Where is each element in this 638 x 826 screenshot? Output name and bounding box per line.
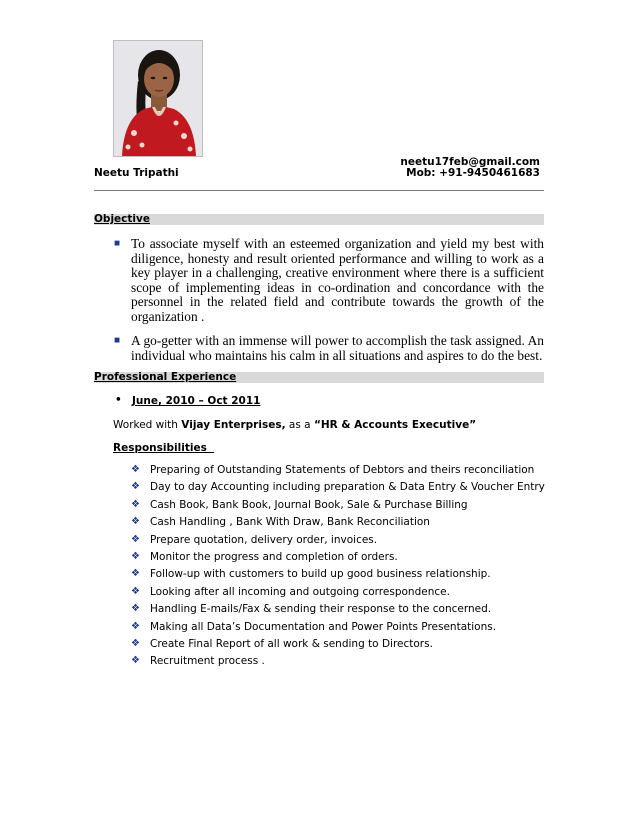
responsibility-text: Monitor the progress and completion of orders.: [150, 550, 398, 563]
list-item: [131, 480, 545, 497]
objective-heading: Objective: [94, 213, 150, 225]
bullet-icon: ■: [114, 335, 121, 346]
diamond-bullet-icon: ❖: [131, 516, 140, 528]
responsibility-text: Follow-up with customers to build up good business relationship.: [150, 568, 491, 581]
list-item: [131, 533, 541, 550]
responsibility-text: Cash Book, Bank Book, Journal Book, Sale & Purchase Billing: [150, 498, 468, 511]
list-item: [131, 567, 541, 584]
employment-period: [115, 394, 261, 407]
objective-item: [113, 334, 544, 363]
worked-prefix: Worked with: [113, 419, 182, 431]
contact-header: [94, 156, 544, 191]
responsibility-text: Cash Handling , Bank With Draw, Bank Reconciliation: [150, 516, 430, 529]
responsibility-text: Prepare quotation, delivery order, invoices.: [150, 533, 378, 546]
list-item: [131, 620, 541, 637]
diamond-bullet-icon: ❖: [131, 464, 140, 475]
objective-item-text: A go-getter with an immense will power to accomplish the task assigned. An individual who maintains his calm in all situations and aspires to do the best.: [131, 333, 544, 363]
diamond-bullet-icon: ❖: [131, 568, 140, 580]
responsibility-text: Create Final Report of all work & sending to Directors.: [150, 637, 433, 650]
diamond-bullet-icon: ❖: [131, 637, 140, 649]
responsibilities-heading: Responsibilities: [113, 442, 215, 454]
mobile-number: Mob: +91-9450461683: [406, 167, 540, 179]
responsibility-text: Preparing of Outstanding Statements of Debtors and theirs reconciliation: [150, 464, 535, 476]
objective-heading-bar: [94, 214, 544, 225]
objective-item: [113, 237, 544, 324]
candidate-name: Neetu Tripathi: [94, 167, 179, 179]
job-role: “HR & Accounts Executive”: [313, 419, 477, 431]
list-item: [131, 637, 541, 654]
diamond-bullet-icon: ❖: [131, 620, 140, 632]
employment-period-text: June, 2010 – Oct 2011: [132, 395, 261, 407]
list-item: [131, 602, 541, 619]
email-address[interactable]: neetu17feb@gmail.com: [400, 156, 540, 168]
diamond-bullet-icon: ❖: [131, 481, 140, 493]
worked-middle: as a: [285, 419, 314, 431]
experience-heading: Professional Experience: [94, 371, 237, 383]
list-item: [131, 498, 541, 515]
objective-item-text: To associate myself with an esteemed organization and yield my best with diligence, honesty and result oriented performance and willing to work as a key player in a challenging, creative environment where there is a sufficient scope of implementing ideas in co-ordination and concordance with the personnel in the related field and contribute towards the growth of the organization .: [131, 236, 544, 324]
diamond-bullet-icon: ❖: [131, 498, 140, 510]
profile-photo: [113, 40, 203, 157]
diamond-bullet-icon: ❖: [131, 655, 140, 667]
diamond-bullet-icon: ❖: [131, 603, 140, 615]
company-name: Vijay Enterprises,: [181, 419, 286, 431]
list-item: [131, 550, 541, 567]
list-item: [131, 585, 541, 602]
diamond-bullet-icon: ❖: [131, 585, 140, 597]
list-item: [131, 515, 541, 532]
objective-list: [113, 237, 544, 373]
bullet-icon: ■: [114, 238, 121, 249]
list-item: [131, 654, 541, 671]
diamond-bullet-icon: ❖: [131, 533, 140, 545]
responsibility-text: Recruitment process .: [150, 655, 265, 668]
list-item: [131, 463, 541, 480]
experience-heading-bar: [94, 372, 544, 383]
bullet-dot-icon: •: [115, 394, 122, 406]
responsibility-text: Looking after all incoming and outgoing correspondence.: [150, 585, 450, 598]
responsibility-text: Making all Data’s Documentation and Power Points Presentations.: [150, 620, 497, 633]
responsibility-text: Handling E-mails/Fax & sending their response to the concerned.: [150, 603, 492, 616]
responsibility-text: Day to day Accounting including preparation & Data Entry & Voucher Entry: [150, 481, 545, 494]
diamond-bullet-icon: ❖: [131, 550, 140, 562]
responsibilities-list: [131, 463, 545, 672]
employment-summary: [113, 419, 476, 431]
